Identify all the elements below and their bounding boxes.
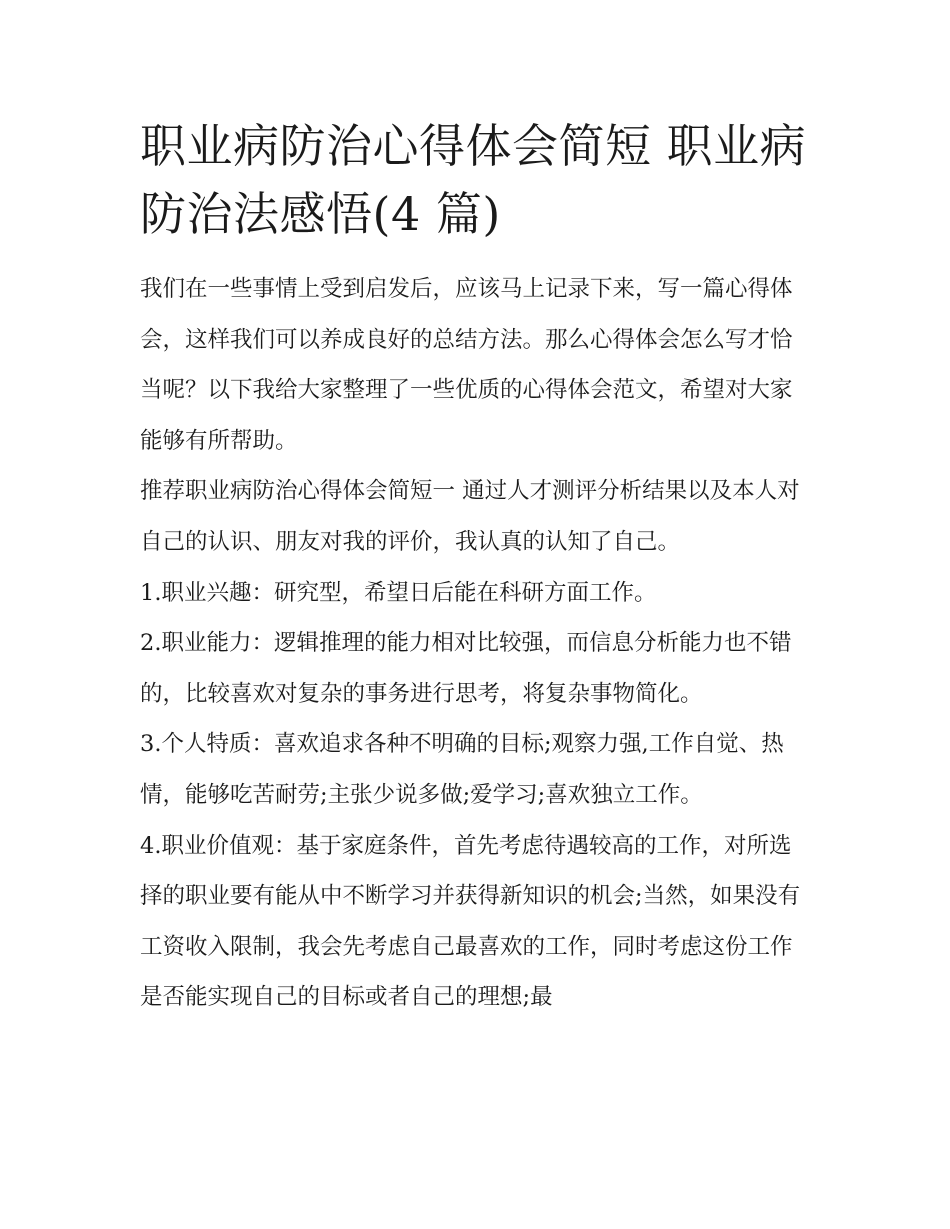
paragraph-interest: 1.职业兴趣：研究型，希望日后能在科研方面工作。: [140, 579, 657, 606]
paragraph-ability: 2.职业能力：逻辑推理的能力相对比较强，而信息分析能力也不错的，比较喜欢对复杂的事务进行思考，将复杂事物简化。: [140, 630, 792, 707]
document-body: [140, 264, 812, 1023]
document-page: [140, 112, 812, 1023]
paragraph-values: 4.职业价值观：基于家庭条件，首先考虑待遇较高的工作，对所选择的职业要有能从中不断学习并获得新知识的机会;当然，如果没有工资收入限制，我会先考虑自己最喜欢的工作，同时考虑这份工作是否能实现自己的目标或者自己的理想;最: [140, 832, 801, 1011]
paragraph-traits: 3.个人特质：喜欢追求各种不明确的目标;观察力强,工作自觉、热情，能够吃苦耐劳;主张少说多做;爱学习;喜欢独立工作。: [140, 731, 784, 808]
paragraph-recommend: 推荐职业病防治心得体会简短一 通过人才测评分析结果以及本人对自己的认识、朋友对我的评价，我认真的认知了自己。: [140, 478, 800, 555]
document-title: 职业病防治心得体会简短 职业病防治法感悟(4 篇): [140, 119, 807, 241]
paragraph-intro: 我们在一些事情上受到启发后，应该马上记录下来，写一篇心得体会，这样我们可以养成良好的总结方法。那么心得体会怎么写才恰当呢？以下我给大家整理了一些优质的心得体会范文，希望对大家能够有所帮助。: [140, 276, 793, 454]
